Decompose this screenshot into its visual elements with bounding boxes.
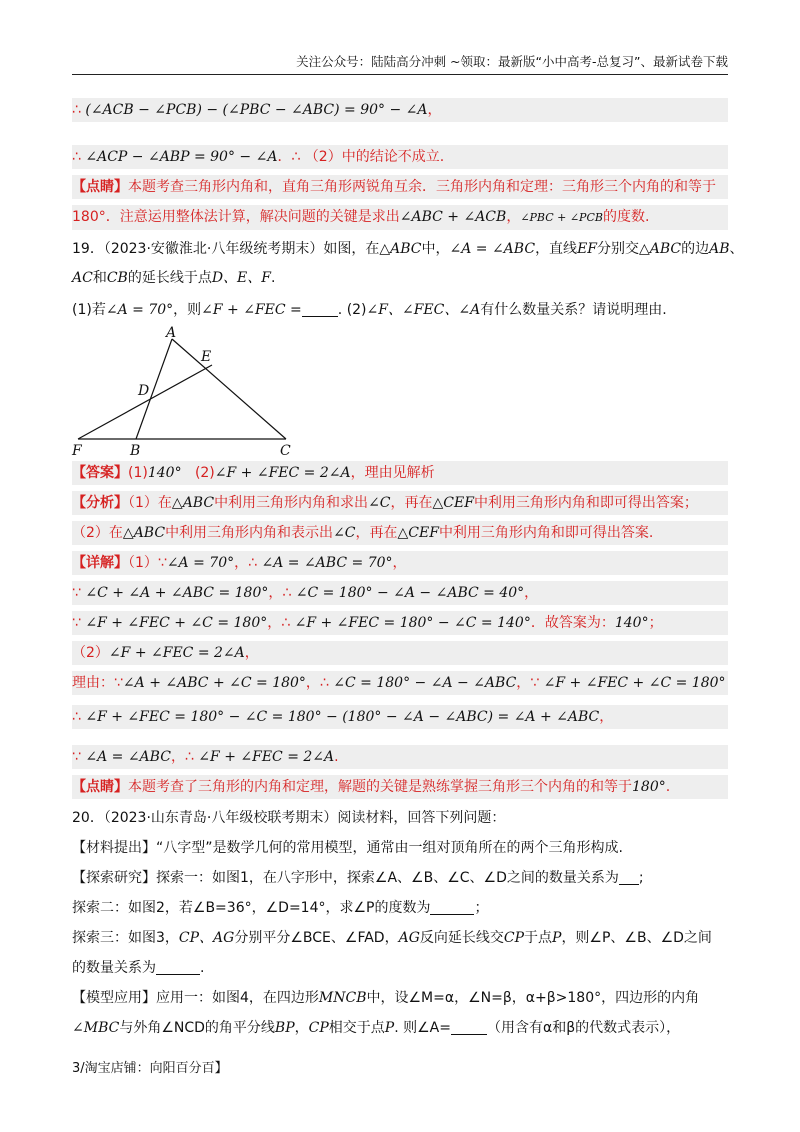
- label-c: C: [280, 443, 291, 459]
- side-ac: [172, 339, 286, 439]
- label-f: F: [72, 443, 82, 459]
- q20-line-3: 【探索研究】探索一：如图1，在八字形中，探索∠A、∠B、∠C、∠D之间的数量关系为 ;: [72, 870, 644, 886]
- answer-blank: [451, 1018, 487, 1035]
- answer-blank: [302, 300, 338, 317]
- q19-analysis-2: （2）在△ABC中利用三角形内角和表示出∠C，再在△CEF中利用三角形内角和即可得出答案.: [72, 521, 728, 545]
- answer-blank: [156, 958, 200, 975]
- line-fe: [78, 365, 212, 439]
- q19-detail-5: 理由：∵∠A + ∠ABC + ∠C = 180°，∴ ∠C = 180° − ∠A − ∠ABC，∵ ∠F + ∠FEC + ∠C = 180°: [72, 671, 728, 695]
- q20-line-5: 探索三：如图3，CP、AG分别平分∠BCE、∠FAD，AG反向延长线交CP于点P，则∠P、∠B、∠D之间: [72, 930, 712, 946]
- q19-comment: 【点睛】本题考查了三角形的内角和定理，解题的关键是熟练掌握三角形三个内角的和等于180°.: [72, 775, 728, 799]
- q19-detail-2: ∵ ∠C + ∠A + ∠ABC = 180°，∴ ∠C = 180° − ∠A − ∠ABC = 40°，: [72, 581, 728, 605]
- q19-line-2: AC和CB的延长线于点D、E、F.: [72, 270, 276, 286]
- solution-line-1: ∴ (∠ACB − ∠PCB) − (∠PBC − ∠ABC) = 90° − ∠A，: [72, 98, 728, 122]
- answer-blank: [430, 898, 474, 915]
- page-footer: 3/淘宝店铺：向阳百分百】: [72, 1061, 228, 1076]
- label-e: E: [201, 349, 212, 365]
- q19-answer: 【答案】(1)140° (2)∠F + ∠FEC = 2∠A，理由见解析: [72, 461, 728, 485]
- label-a: A: [166, 325, 177, 341]
- q20-line-1: 20．（2023·山东青岛·八年级校联考期末）阅读材料，回答下列问题：: [72, 810, 506, 826]
- q20-line-2: 【材料提出】“八字型”是数学几何的常用模型，通常由一组对顶角所在的两个三角形构成.: [72, 840, 623, 856]
- solution-comment-1: 【点睛】本题考查三角形内角和，直角三角形两锐角互余．三角形内角和定理：三角形三个内角的和等于: [72, 175, 728, 199]
- solution-line-2: ∴ ∠ACP − ∠ABP = 90° − ∠A．∴ （2）中的结论不成立.: [72, 145, 728, 169]
- q19-detail-3: ∵ ∠F + ∠FEC + ∠C = 180°，∴ ∠F + ∠FEC = 180° − ∠C = 140°．故答案为：140°；: [72, 611, 728, 635]
- label-d: D: [138, 383, 150, 399]
- q19-detail-7: ∵ ∠A = ∠ABC，∴ ∠F + ∠FEC = 2∠A.: [72, 745, 728, 769]
- q20-line-4: 探索二：如图2，若∠B=36°，∠D=14°，求∠P的度数为 ；: [72, 900, 489, 916]
- q20-line-6: 的数量关系为 .: [72, 960, 205, 976]
- q19-line-1: 19．（2023·安徽淮北·八年级统考期末）如图，在△ABC中，∠A = ∠ABC，直线EF分别交△ABC的边AB、: [72, 241, 744, 257]
- q19-detail-4: （2）∠F + ∠FEC = 2∠A，: [72, 641, 728, 665]
- q20-line-7: 【模型应用】应用一：如图4，在四边形MNCB中，设∠M=α，∠N=β，α+β>180°，四边形的内角: [72, 990, 700, 1006]
- label-b: B: [130, 443, 141, 459]
- q19-analysis-1: 【分析】（1）在△ABC中利用三角形内角和求出∠C，再在△CEF中利用三角形内角和即可得出答案；: [72, 491, 728, 515]
- solution-comment-2: 180°．注意运用整体法计算，解决问题的关键是求出∠ABC + ∠ACB，∠PBC + ∠PCB的度数.: [72, 205, 728, 230]
- q19-detail-1: 【详解】（1）∵∠A = 70°，∴ ∠A = ∠ABC = 70°，: [72, 551, 728, 575]
- page-header: 关注公众号：陆陆高分冲刺 ~领取：最新版“小中高考-总复习”、最新试卷下载: [72, 52, 728, 75]
- triangle-figure: [72, 325, 312, 460]
- q19-line-3: (1)若∠A = 70°，则∠F + ∠FEC = . (2)∠F、∠FEC、∠A有什么数量关系？请说明理由.: [72, 302, 667, 318]
- answer-blank: [619, 868, 639, 885]
- q19-detail-6: ∴ ∠F + ∠FEC = 180° − ∠C = 180° − (180° − ∠A − ∠ABC) = ∠A + ∠ABC，: [72, 705, 728, 729]
- q20-line-8: ∠MBC与外角∠NCD的角平分线BP，CP相交于点P. 则∠A= （用含有α和β的代数式表示），: [72, 1020, 681, 1036]
